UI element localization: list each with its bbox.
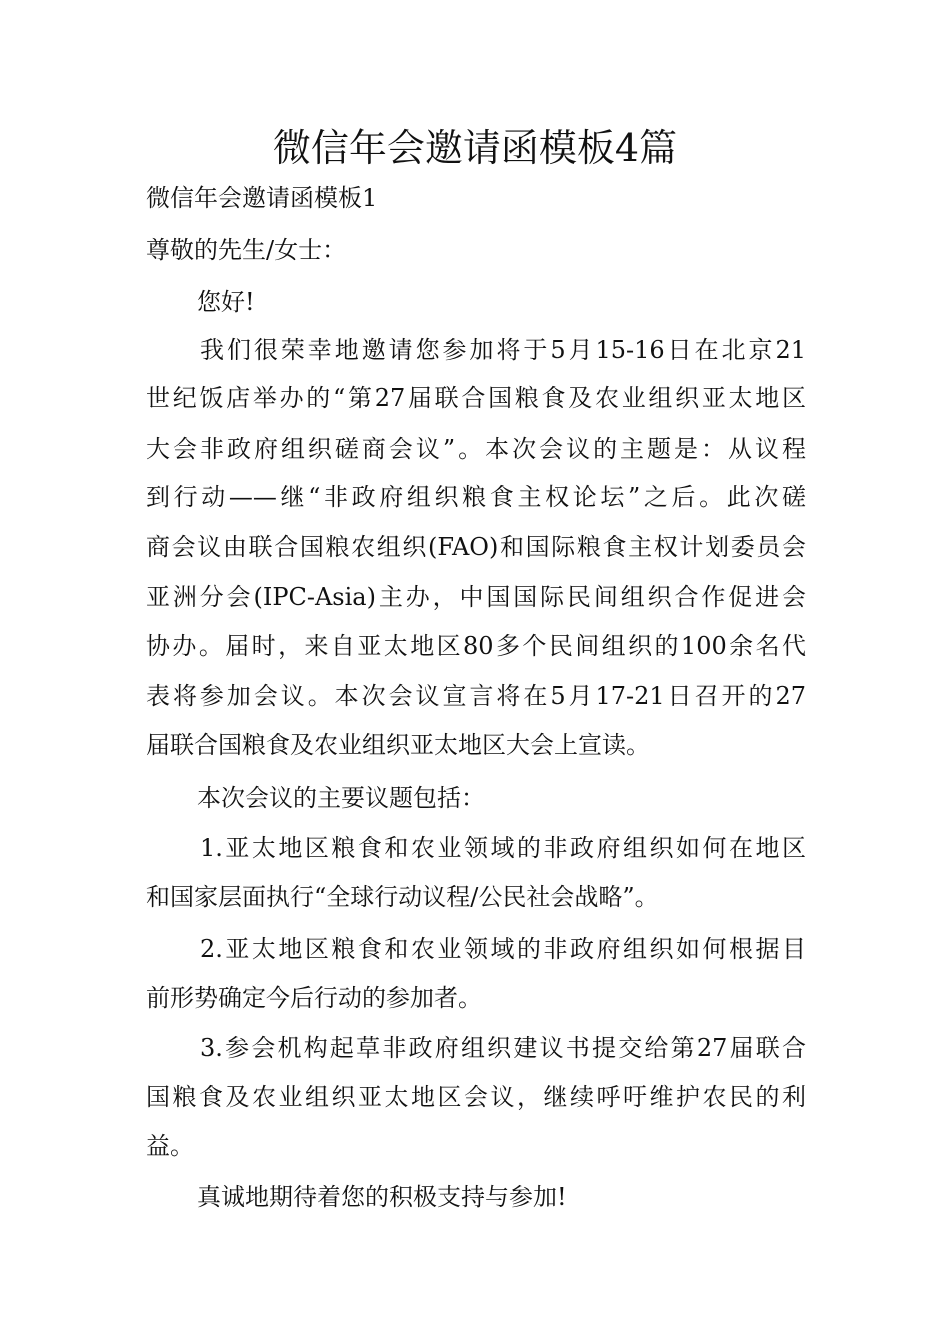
topics-intro: 本次会议的主要议题包括： xyxy=(197,784,485,812)
section-heading: 微信年会邀请函模板1 xyxy=(146,184,378,212)
topic-line: 1.亚太地区粮食和农业领域的非政府组织如何在地区 xyxy=(200,834,806,862)
topic-line: 益。 xyxy=(146,1132,194,1160)
paragraph-line: 亚洲分会(IPC-Asia)主办，中国国际民间组织合作促进会 xyxy=(146,583,806,611)
paragraph-line: 表将参加会议。本次会议宣言将在5月17-21日召开的27 xyxy=(146,682,806,710)
paragraph-line: 届联合国粮食及农业组织亚太地区大会上宣读。 xyxy=(146,731,650,759)
greeting: 您好! xyxy=(197,288,255,316)
paragraph-line: 世纪饭店举办的“第27届联合国粮食及农业组织亚太地区 xyxy=(146,384,806,412)
closing-line: 真诚地期待着您的积极支持与参加! xyxy=(197,1183,567,1211)
paragraph-line: 协办。届时，来自亚太地区80多个民间组织的100余名代 xyxy=(146,632,806,660)
topic-line: 和国家层面执行“全球行动议程/公民社会战略”。 xyxy=(146,883,659,911)
salutation: 尊敬的先生/女士： xyxy=(146,236,347,264)
topic-line: 3.参会机构起草非政府组织建议书提交给第27届联合 xyxy=(200,1034,806,1062)
document-title: 微信年会邀请函模板4篇 xyxy=(272,126,678,170)
paragraph-line: 到行动——继“非政府组织粮食主权论坛”之后。此次磋 xyxy=(146,483,806,511)
paragraph-line: 大会非政府组织磋商会议”。本次会议的主题是：从议程 xyxy=(146,435,806,463)
paragraph-line: 商会议由联合国粮农组织(FAO)和国际粮食主权计划委员会 xyxy=(146,533,806,561)
topic-line: 2.亚太地区粮食和农业领域的非政府组织如何根据目 xyxy=(200,935,806,963)
paragraph-line: 我们很荣幸地邀请您参加将于5月15-16日在北京21 xyxy=(200,336,806,364)
topic-line: 国粮食及农业组织亚太地区会议，继续呼吁维护农民的利 xyxy=(146,1083,806,1111)
topic-line: 前形势确定今后行动的参加者。 xyxy=(146,984,482,1012)
